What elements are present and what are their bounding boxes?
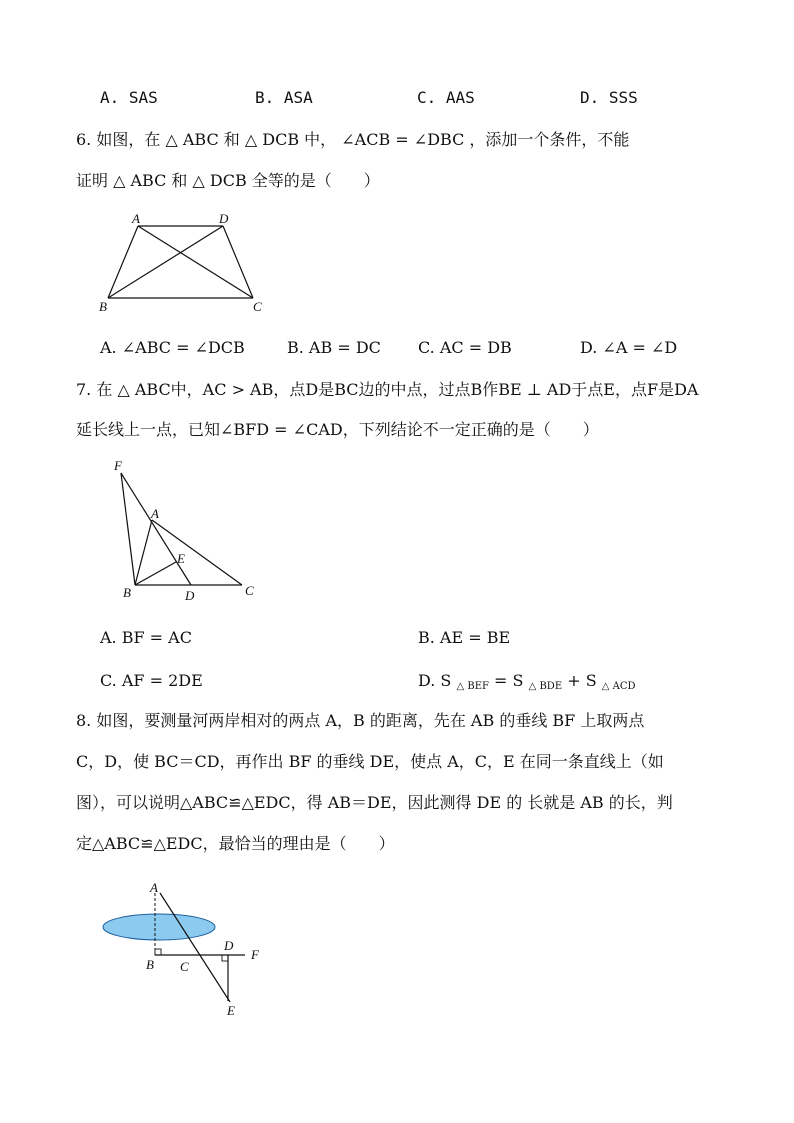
q7-label-e: E (177, 551, 185, 566)
q5-option-d: D. SSS (580, 88, 638, 107)
q8-text-line3: 图），可以说明△ABC≌△EDC，得 AB＝DE，因此测得 DE 的 长就是 AB 的长，判 (76, 793, 673, 812)
q8-label-f: F (251, 947, 259, 962)
q7-text-line1: 7. 在 △ ABC中，AC > AB，点D是BC边的中点，过点B作BE ⊥ AD于点E，点F是DA (76, 380, 699, 399)
q8-segment-ae (160, 893, 230, 1002)
q7-segment-be (135, 562, 176, 585)
q7-segment-ab (135, 520, 152, 585)
q7-figure (105, 455, 265, 605)
q7-label-c: C (245, 583, 254, 598)
q8-label-e: E (227, 1003, 235, 1018)
q5-option-a: A. SAS (100, 88, 158, 107)
q8-right-angle-b (155, 949, 161, 955)
q5-option-c: C. AAS (417, 88, 475, 107)
q8-text-line1: 8. 如图，要测量河两岸相对的两点 A，B 的距离，先在 AB 的垂线 BF 上取两点 (76, 711, 645, 730)
q8-right-angle-d (222, 955, 228, 961)
q7-label-b: B (123, 585, 131, 600)
q6-label-a: A (132, 211, 140, 226)
q8-label-a: A (150, 880, 158, 895)
q6-label-b: B (99, 299, 107, 314)
q7-option-b: B. AE = BE (418, 628, 511, 647)
q6-option-b: B. AB = DC (287, 338, 381, 357)
q7-segment-fb (121, 473, 135, 585)
q7-segment-ac (152, 520, 242, 585)
q6-text-line2: 证明 △ ABC 和 △ DCB 全等的是（ ） (76, 171, 380, 190)
q7-option-a: A. BF = AC (100, 628, 192, 647)
q6-label-c: C (253, 299, 262, 314)
q7-label-f: F (114, 458, 122, 473)
q6-figure (95, 208, 275, 314)
q8-figure (95, 875, 275, 1025)
q6-option-d: D. ∠A = ∠D (580, 338, 678, 357)
q8-text-line4: 定△ABC≌△EDC，最恰当的理由是（ ） (76, 834, 395, 853)
q7-option-c: C. AF = 2DE (100, 671, 203, 690)
q6-label-d: D (219, 211, 229, 226)
q7-text-line2: 延长线上一点，已知∠BFD = ∠CAD，下列结论不一定正确的是（ ） (76, 420, 599, 439)
q8-label-b: B (146, 957, 154, 972)
q6-segment-ab (108, 226, 138, 298)
q7-label-a: A (151, 506, 159, 521)
q6-segment-db (108, 226, 223, 298)
q7-segment-fd (121, 473, 191, 585)
q6-segment-dc (223, 226, 253, 298)
q8-text-line2: C，D，使 BC＝CD，再作出 BF 的垂线 DE，使点 A，C，E 在同一条直线上（如 (76, 752, 664, 771)
q7-option-d: D. S $_{\triangle BEF}$ = S $_{\triangle BDE}$ + S $_{\triangle ACD}$ (418, 671, 636, 692)
q7-label-d: D (185, 588, 195, 603)
q6-option-a: A. ∠ABC = ∠DCB (100, 338, 245, 357)
q8-label-d: D (224, 938, 234, 953)
q6-option-c: C. AC = DB (418, 338, 512, 357)
q5-option-b: B. ASA (255, 88, 313, 107)
q8-river (103, 914, 215, 940)
q8-label-c: C (180, 959, 189, 974)
q6-text-line1: 6. 如图，在 △ ABC 和 △ DCB 中， ∠ACB = ∠DBC ，添加一个条件，不能 (76, 130, 630, 149)
q6-segment-ac (138, 226, 253, 298)
